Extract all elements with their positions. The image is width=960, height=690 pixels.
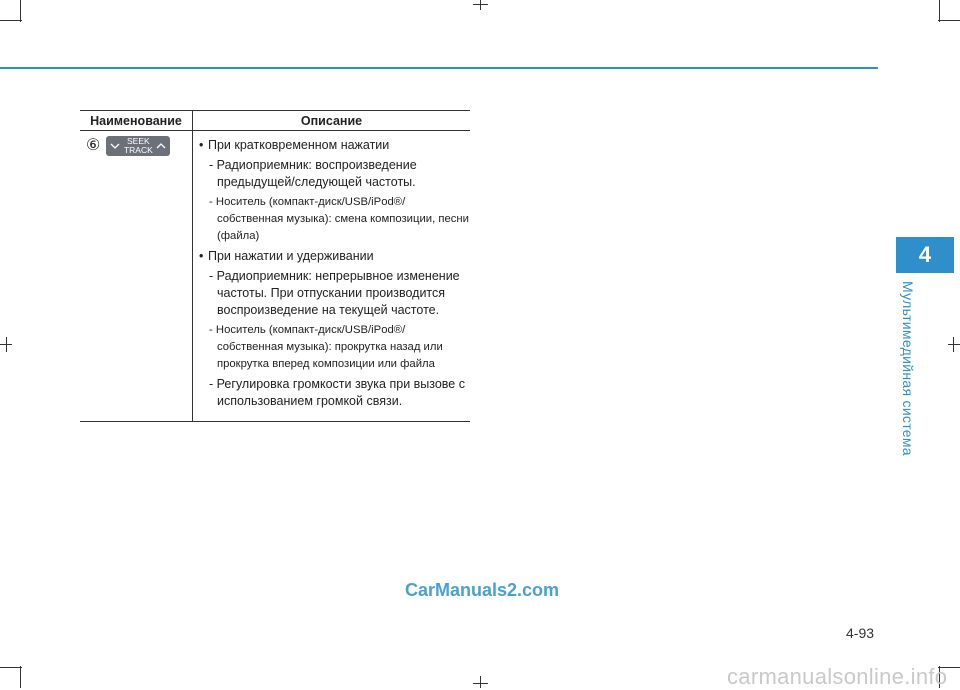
crop-mark xyxy=(473,683,488,684)
description-cell xyxy=(193,131,471,422)
spec-table xyxy=(80,110,470,422)
crop-mark xyxy=(939,0,940,22)
list-item: • При кратковременном нажатии xyxy=(199,138,390,152)
list-item: - Носитель (компакт-диск/USB/iPod®/собственная музыка): смена композиции, песни (файла) xyxy=(209,196,469,242)
seek-label-line2: TRACK xyxy=(123,145,153,155)
crop-mark xyxy=(953,337,954,352)
name-cell xyxy=(80,131,193,422)
crop-mark xyxy=(0,20,22,21)
footer-watermark: carmanualsonline.info xyxy=(727,664,948,689)
header-description: Описание xyxy=(193,111,471,131)
page-number: 4-93 xyxy=(846,625,875,641)
seek-label-line1: SEEK xyxy=(127,136,150,146)
header-rule xyxy=(0,67,878,69)
list-item: - Регулировка громкости звука при вызове с использованием громкой связи. xyxy=(209,377,465,408)
crop-mark xyxy=(948,344,960,345)
crop-mark xyxy=(6,337,7,352)
list-item: • При нажатии и удерживании xyxy=(199,249,374,263)
crop-mark xyxy=(480,676,481,688)
seek-track-label xyxy=(106,137,170,155)
crop-mark xyxy=(20,0,21,22)
header-name: Наименование xyxy=(80,111,193,131)
item-index: ⑥ xyxy=(86,137,101,154)
crop-mark xyxy=(0,667,22,668)
chapter-number-tab: 4 xyxy=(896,237,954,273)
crop-mark xyxy=(480,0,481,10)
crop-mark xyxy=(20,666,21,688)
list-item: - Радиоприемник: воспроизведение предыдущей/следующей частоты. xyxy=(209,158,417,189)
chapter-title: Мультимедийная система xyxy=(900,281,916,456)
list-item: - Радиоприемник: непрерывное изменение частоты. При отпускании производится воспроизведение на текущей частоте. xyxy=(209,269,460,317)
crop-mark xyxy=(938,20,960,21)
crop-mark xyxy=(473,4,488,5)
seek-track-button-image xyxy=(106,136,170,156)
list-item: - Носитель (компакт-диск/USB/iPod®/собственная музыка): прокрутка назад или прокрутка вперед композиции или файла xyxy=(209,324,443,370)
table-row xyxy=(80,131,470,422)
